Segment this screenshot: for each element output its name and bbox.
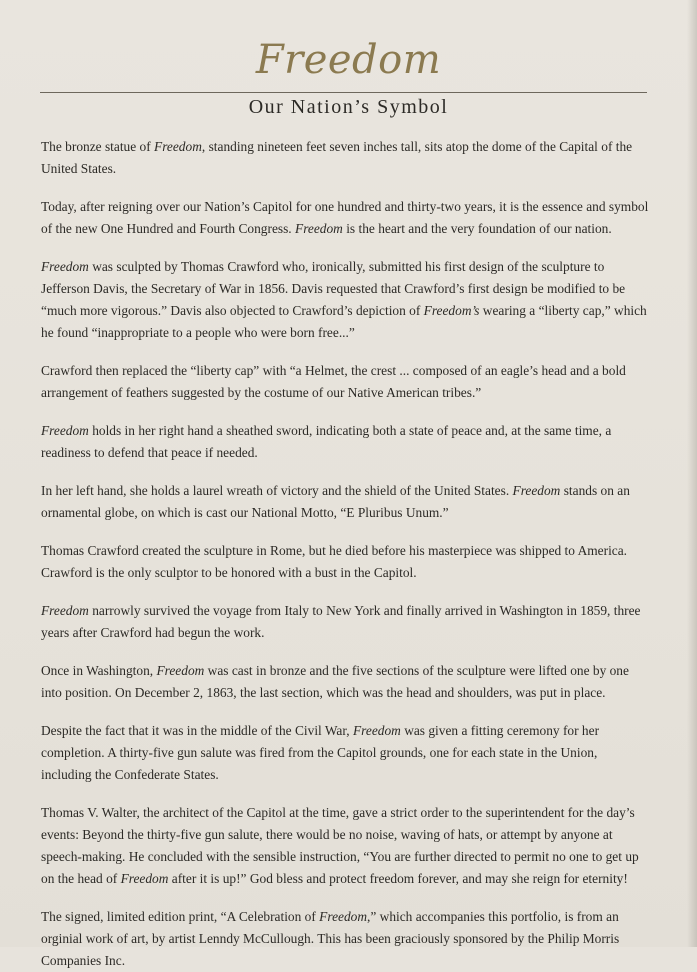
title-divider: [40, 92, 647, 93]
page-title: Freedom: [255, 37, 442, 83]
paragraph-4: Crawford then replaced the “liberty cap” with “a Helmet, the crest ... composed of an eagle’s head and a bold arrangement of feathers suggested by the costume of our Native American tribes.”: [41, 363, 626, 400]
page-edge-shadow: [687, 0, 697, 947]
paragraph-8: Freedom narrowly survived the voyage from Italy to New York and finally arrived in Washington in 1859, three years after Crawford had begun the work.: [41, 603, 641, 640]
paragraph-5: Freedom holds in her right hand a sheathed sword, indicating both a state of peace and, at the same time, a readiness to defend that peace if needed.: [41, 423, 612, 460]
paragraph-10: Despite the fact that it was in the middle of the Civil War, Freedom was given a fitting ceremony for her completion. A thirty-five gun salute was fired from the Capitol grounds, one for each state in the Union, including the Confederate States.: [41, 723, 600, 782]
paragraph-1: The bronze statue of Freedom, standing nineteen feet seven inches tall, sits atop the dome of the Capital of the United States.: [41, 139, 633, 176]
paragraph-9: Once in Washington, Freedom was cast in bronze and the five sections of the sculpture were lifted one by one into position. On December 2, 1863, the last section, which was the head and shoulders, was put in place.: [41, 663, 629, 700]
paragraph-12: The signed, limited edition print, “A Celebration of Freedom,” which accompanies this portfolio, is from an orginial work of art, by artist Lenndy McCullough. This has been graciously sponsored by the Philip Morris Companies Inc.: [41, 909, 620, 968]
page-subtitle: Our Nation’s Symbol: [248, 96, 449, 118]
paragraph-2: Today, after reigning over our Nation’s Capitol for one hundred and thirty-two years, it is the essence and symbol of the new One Hundred and Fourth Congress. Freedom is the heart and the very foundation of our nation.: [41, 199, 649, 236]
paragraph-11: Thomas V. Walter, the architect of the Capitol at the time, gave a strict order to the superintendent for the day’s events: Beyond the thirty-five gun salute, there would be no noise, waving of hats, or attempt by anyone at speech-making. He concluded with the sensible instruction, “You are further directed to permit no one to get up on the head of Freedom after it is up!” God bless and protect freedom forever, and may she reign for eternity!: [41, 805, 639, 886]
document-body: [41, 136, 649, 972]
paragraph-7: Thomas Crawford created the sculpture in Rome, but he died before his masterpiece was shipped to America. Crawford is the only sculptor to be honored with a bust in the Capitol.: [41, 543, 628, 580]
paragraph-6: In her left hand, she holds a laurel wreath of victory and the shield of the United States. Freedom stands on an ornamental globe, on which is cast our National Motto, “E Pluribus Unum.”: [41, 483, 630, 520]
paragraph-3: Freedom was sculpted by Thomas Crawford who, ironically, submitted his first design of the sculpture to Jefferson Davis, the Secretary of War in 1856. Davis requested that Crawford’s first design be modified to be “much more vigorous.” Davis also objected to Crawford’s depiction of Freedom’s wearing a “liberty cap,” which he found “inappropriate to a people who were born free...”: [41, 259, 647, 340]
